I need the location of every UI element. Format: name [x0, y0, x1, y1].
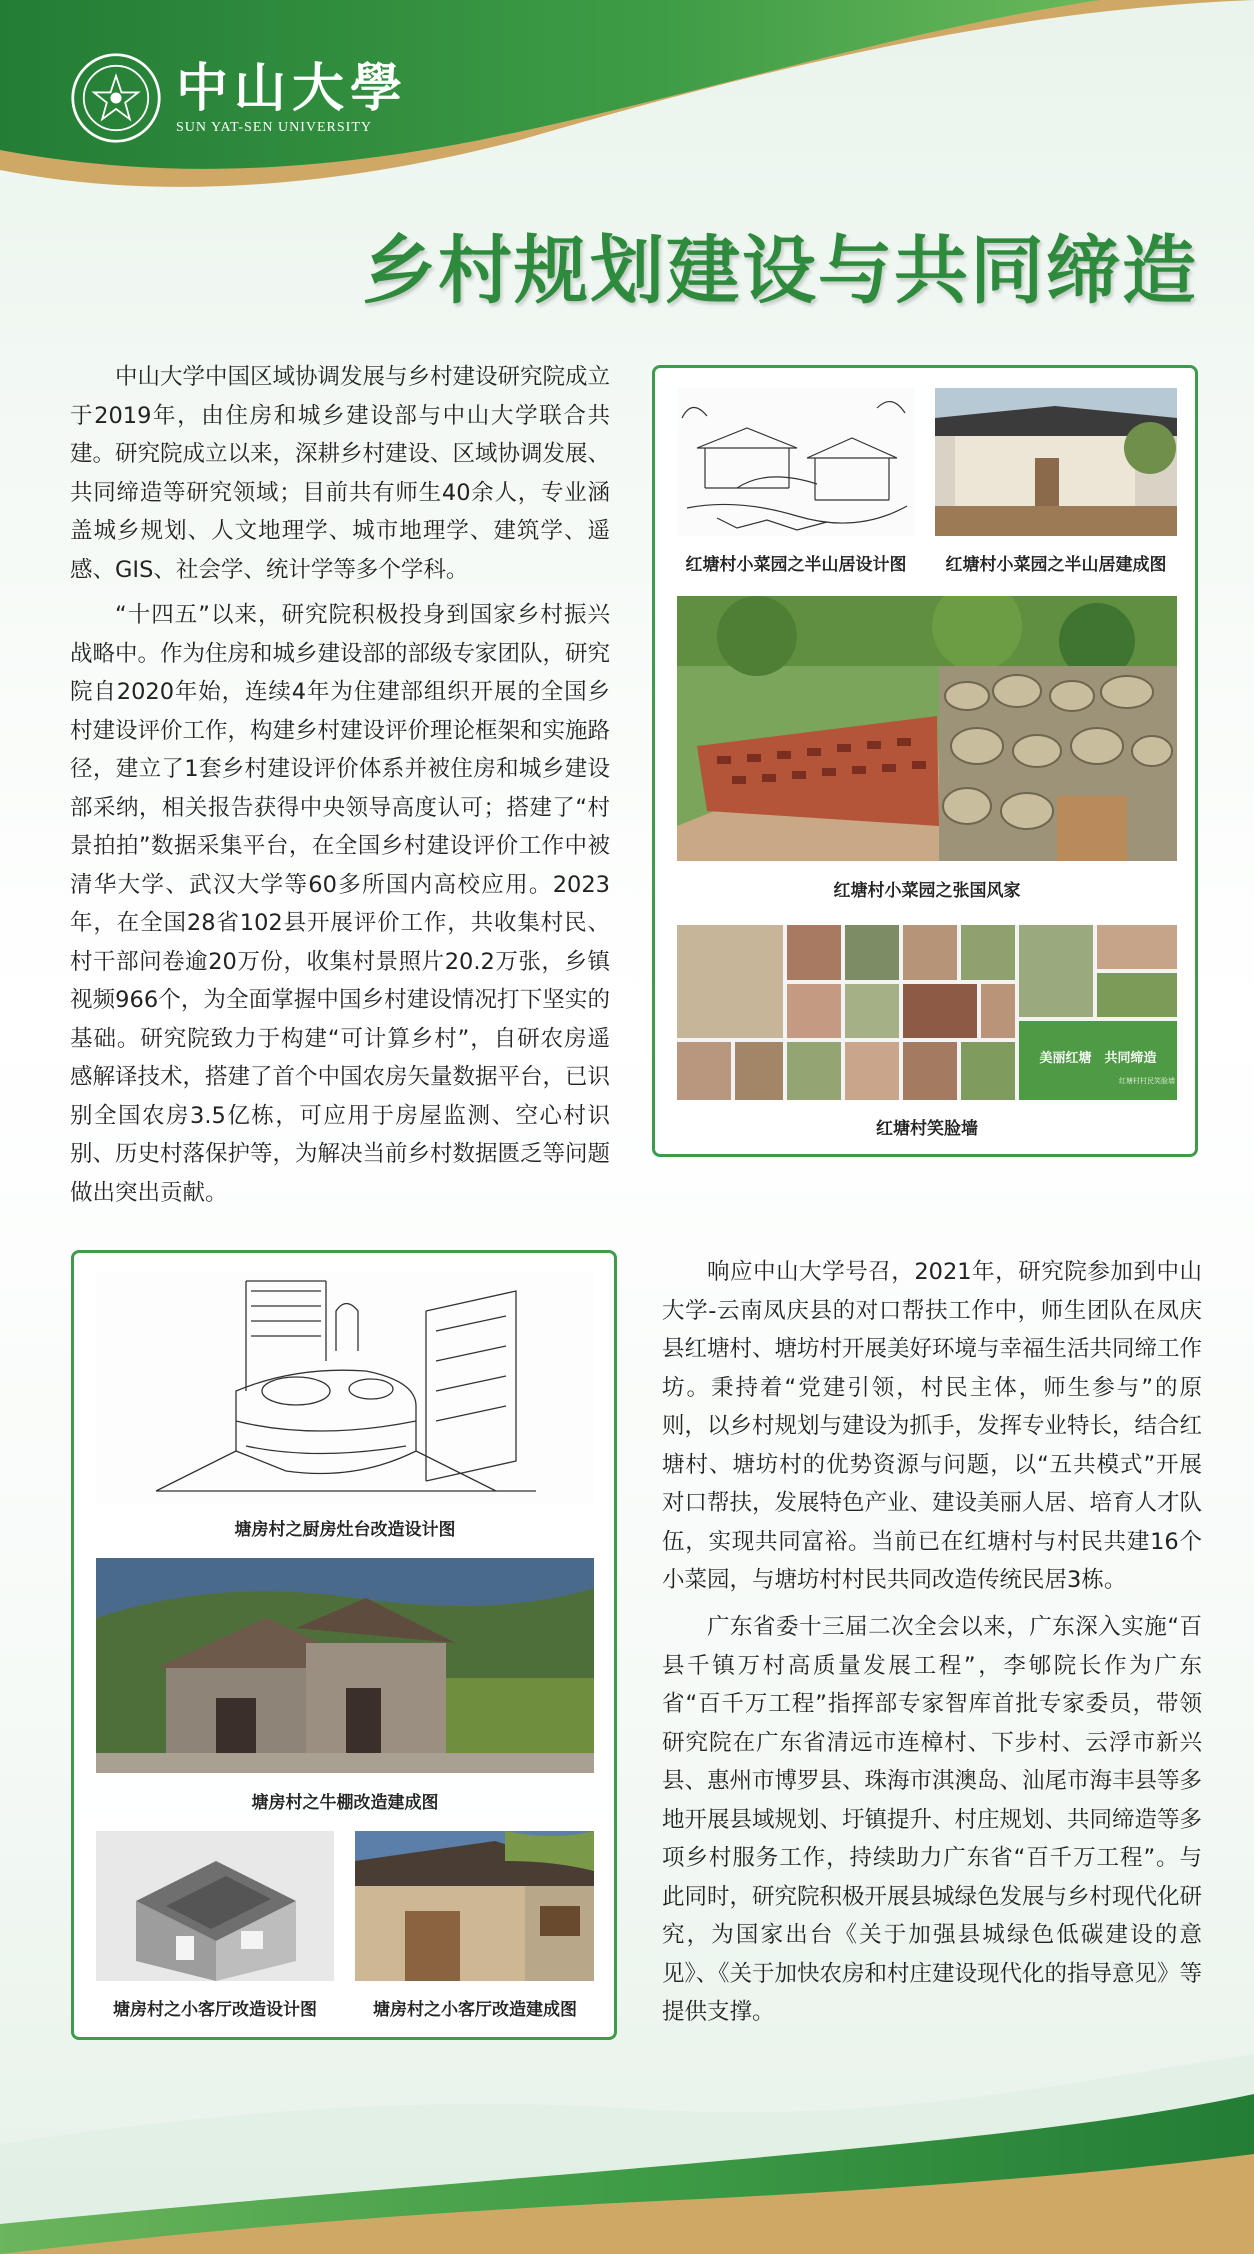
university-name-cn: 中山大學 — [176, 58, 409, 119]
smile-wall-photo — [677, 925, 1177, 1100]
intro-paragraph: 中山大学中国区域协调发展与乡村建设研究院成立于2019年，由住房和城乡建设部与中山大学联合共建。研究院成立以来，深耕乡村建设、区域协调发展、共同缔造等研究领域；目前共有师生40余人，专业涵盖城乡规划、人文地理学、城市地理学、建筑学、遥感、GIS、社会学、统计学等多个学科。 — [70, 364, 611, 583]
university-name-en: SUN YAT-SEN UNIVERSITY — [176, 120, 372, 135]
hongtang-photo-panel — [652, 365, 1198, 1157]
caption-zhangguofeng-garden: 红塘村小菜园之张国风家 — [833, 881, 1021, 901]
caption-living-room-design: 塘房村之小客厅改造设计图 — [113, 2000, 317, 2020]
caption-banshanju-design: 红塘村小菜园之半山居设计图 — [685, 555, 907, 575]
kitchen-stove-design-sketch — [96, 1271, 594, 1503]
university-seal-icon — [70, 52, 162, 144]
caption-banshanju-built: 红塘村小菜园之半山居建成图 — [945, 555, 1167, 575]
tangfang-photo-panel — [71, 1250, 617, 2040]
footer-wave-banner — [0, 2024, 1254, 2254]
smile-wall-slogan: 美丽红塘 共同缔造 — [1039, 1051, 1157, 1066]
yunnan-paragraph: 响应中山大学号召，2021年，研究院参加到中山大学-云南凤庆县的对口帮扶工作中，师生团队在凤庆县红塘村、塘坊村开展美好环境与幸福生活共同缔工作坊。秉持着“党建引领，村民主体，师生参与”的原则，以乡村规划与建设为抓手，发挥专业特长，结合红塘村、塘坊村的优势资源与问题，以“五共模式”开展对口帮扶，发展特色产业、建设美丽人居、培育人才队伍，实现共同富裕。当前已在红塘村与村民共建16个小菜园，与塘坊村村民共同改造传统民居3栋。 — [662, 1259, 1203, 1593]
guangdong-paragraph: 广东省委十三届二次全会以来，广东深入实施“百县千镇万村高质量发展工程”，李郇院长作为广东省“百千万工程”指挥部专家智库首批专家委员，带领研究院在广东省清远市连樟村、下步村、云浮市新兴县、惠州市博罗县、珠海市淇澳岛、汕尾市海丰县等多地开展县域规划、圩镇提升、村庄规划、共同缔造等多项乡村服务工作，持续助力广东省“百千万工程”。与此同时，研究院积极开展县城绿色发展与乡村现代化研究，为国家出台《关于加强县城绿色低碳建设的意见》、《关于加快农房和村庄建设现代化的指导意见》等提供支撑。 — [662, 1614, 1203, 2025]
cowshed-built-photo — [96, 1558, 594, 1773]
banshanju-built-photo — [935, 388, 1177, 536]
caption-living-room-built: 塘房村之小客厅改造建成图 — [373, 2000, 577, 2020]
zhangguofeng-garden-photo — [677, 596, 1177, 861]
caption-smile-wall: 红塘村笑脸墙 — [876, 1119, 978, 1139]
living-room-design-render — [96, 1831, 334, 1981]
smile-wall-subtext: 红塘村村民笑脸墙 — [1119, 1077, 1175, 1085]
university-logo — [70, 52, 408, 144]
evaluation-paragraph: “十四五”以来，研究院积极投身到国家乡村振兴战略中。作为住房和城乡建设部的部级专家团队，研究院自2020年始，连续4年为住建部组织开展的全国乡村建设评价工作，构建乡村建设评价理论框架和实施路径，建立了1套乡村建设评价体系并被住房和城乡建设部采纳，相关报告获得中央领导高度认可；搭建了“村景拍拍”数据采集平台，在全国乡村建设评价工作中被清华大学、武汉大学等60多所国内高校应用。2023年，在全国28省102县开展评价工作，共收集村民、村干部问卷逾20万份，收集村景照片20.2万张，乡镇视频966个，为全面掌握中国乡村建设情况打下坚实的基础。研究院致力于构建“可计算乡村”，自研农房遥感解译技术，搭建了首个中国农房矢量数据平台，已识别全国农房3.5亿栋，可应用于房屋监测、空心村识别、历史村落保护等，为解决当前乡村数据匮乏等问题做出突出贡献。 — [70, 602, 611, 1206]
living-room-built-photo — [355, 1831, 594, 1981]
caption-kitchen-design: 塘房村之厨房灶台改造设计图 — [234, 1520, 456, 1540]
banshanju-design-sketch — [677, 388, 915, 536]
caption-cowshed-built: 塘房村之牛棚改造建成图 — [251, 1793, 439, 1813]
page-title: 乡村规划建设与共同缔造 — [362, 228, 1198, 314]
